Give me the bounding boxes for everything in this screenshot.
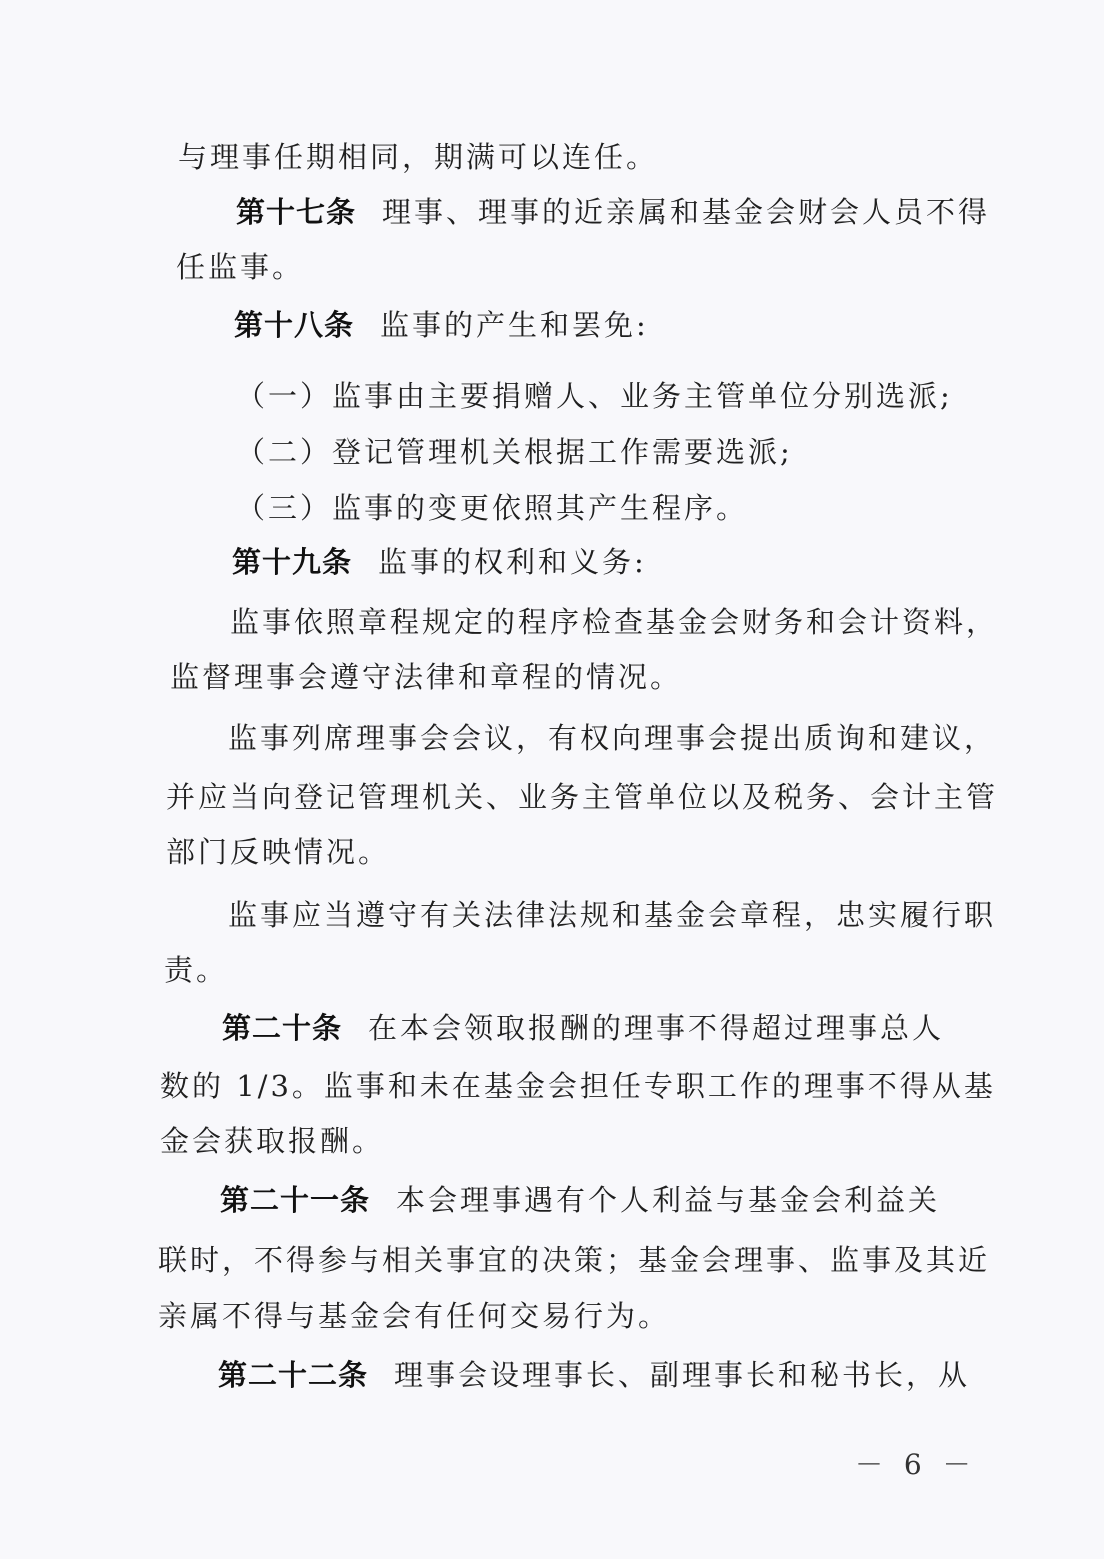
article-20-line (222, 1008, 944, 1048)
line-text: （三）监事的变更依照其产生程序。 (236, 491, 749, 525)
text-line (178, 137, 658, 177)
line-text: 并应当向登记管理机关、业务主管单位以及税务、会计主管 (166, 780, 999, 814)
article-18-line (234, 305, 649, 345)
list-item (236, 432, 793, 472)
line-text: 亲属不得与基金会有任何交易行为。 (158, 1299, 671, 1333)
text-line (158, 1240, 990, 1280)
text-line (160, 1121, 384, 1161)
text-line (170, 657, 682, 697)
line-text: 监事的权利和义务: (378, 545, 647, 579)
text-line (164, 950, 228, 990)
article-heading: 第十七条 (236, 195, 357, 229)
line-text: 监事列席理事会会议，有权向理事会提出质询和建议， (228, 721, 997, 755)
line-text: 监事的产生和罢免: (380, 308, 649, 342)
text-line (228, 895, 996, 935)
line-text: 数的 1/3。监事和未在基金会担任专职工作的理事不得从基 (160, 1069, 996, 1103)
page-number: － 6 － (855, 1448, 977, 1481)
line-text: 在本会领取报酬的理事不得超过理事总人 (368, 1011, 945, 1045)
line-text: 监事依照章程规定的程序检查基金会财务和会计资料， (230, 605, 999, 639)
text-line (230, 602, 998, 642)
article-17-line (236, 192, 990, 232)
article-heading: 第十八条 (234, 308, 355, 342)
line-text: 理事会设理事长、副理事长和秘书长，从 (394, 1358, 971, 1392)
article-heading: 第十九条 (232, 545, 353, 579)
line-text: （一）监事由主要捐赠人、业务主管单位分别选派; (236, 379, 953, 413)
article-heading: 第二十条 (222, 1011, 343, 1045)
line-text: （二）登记管理机关根据工作需要选派; (236, 435, 793, 469)
list-item (236, 376, 953, 416)
line-text: 部门反映情况。 (166, 835, 391, 869)
line-text: 理事、理事的近亲属和基金会财会人员不得 (382, 195, 991, 229)
line-text: 监事应当遵守有关法律法规和基金会章程，忠实履行职 (228, 898, 997, 932)
article-19-line (232, 542, 647, 582)
text-line (166, 832, 390, 872)
article-22-line (218, 1355, 970, 1395)
line-text: 与理事任期相同，期满可以连任。 (178, 140, 659, 174)
text-line (176, 247, 304, 287)
line-text: 监督理事会遵守法律和章程的情况。 (170, 660, 683, 694)
list-item (236, 488, 748, 528)
line-text: 联时，不得参与相关事宜的决策；基金会理事、监事及其近 (158, 1243, 991, 1277)
text-line (166, 777, 998, 817)
line-text: 责。 (164, 953, 229, 987)
line-text: 金会获取报酬。 (160, 1124, 385, 1158)
text-line (160, 1066, 996, 1106)
line-text: 本会理事遇有个人利益与基金会利益关 (396, 1183, 941, 1217)
text-line (228, 718, 996, 758)
article-heading: 第二十二条 (218, 1358, 369, 1392)
line-text: 任监事。 (176, 250, 305, 284)
text-line (158, 1296, 670, 1336)
article-heading: 第二十一条 (220, 1183, 371, 1217)
article-21-line (220, 1180, 940, 1220)
